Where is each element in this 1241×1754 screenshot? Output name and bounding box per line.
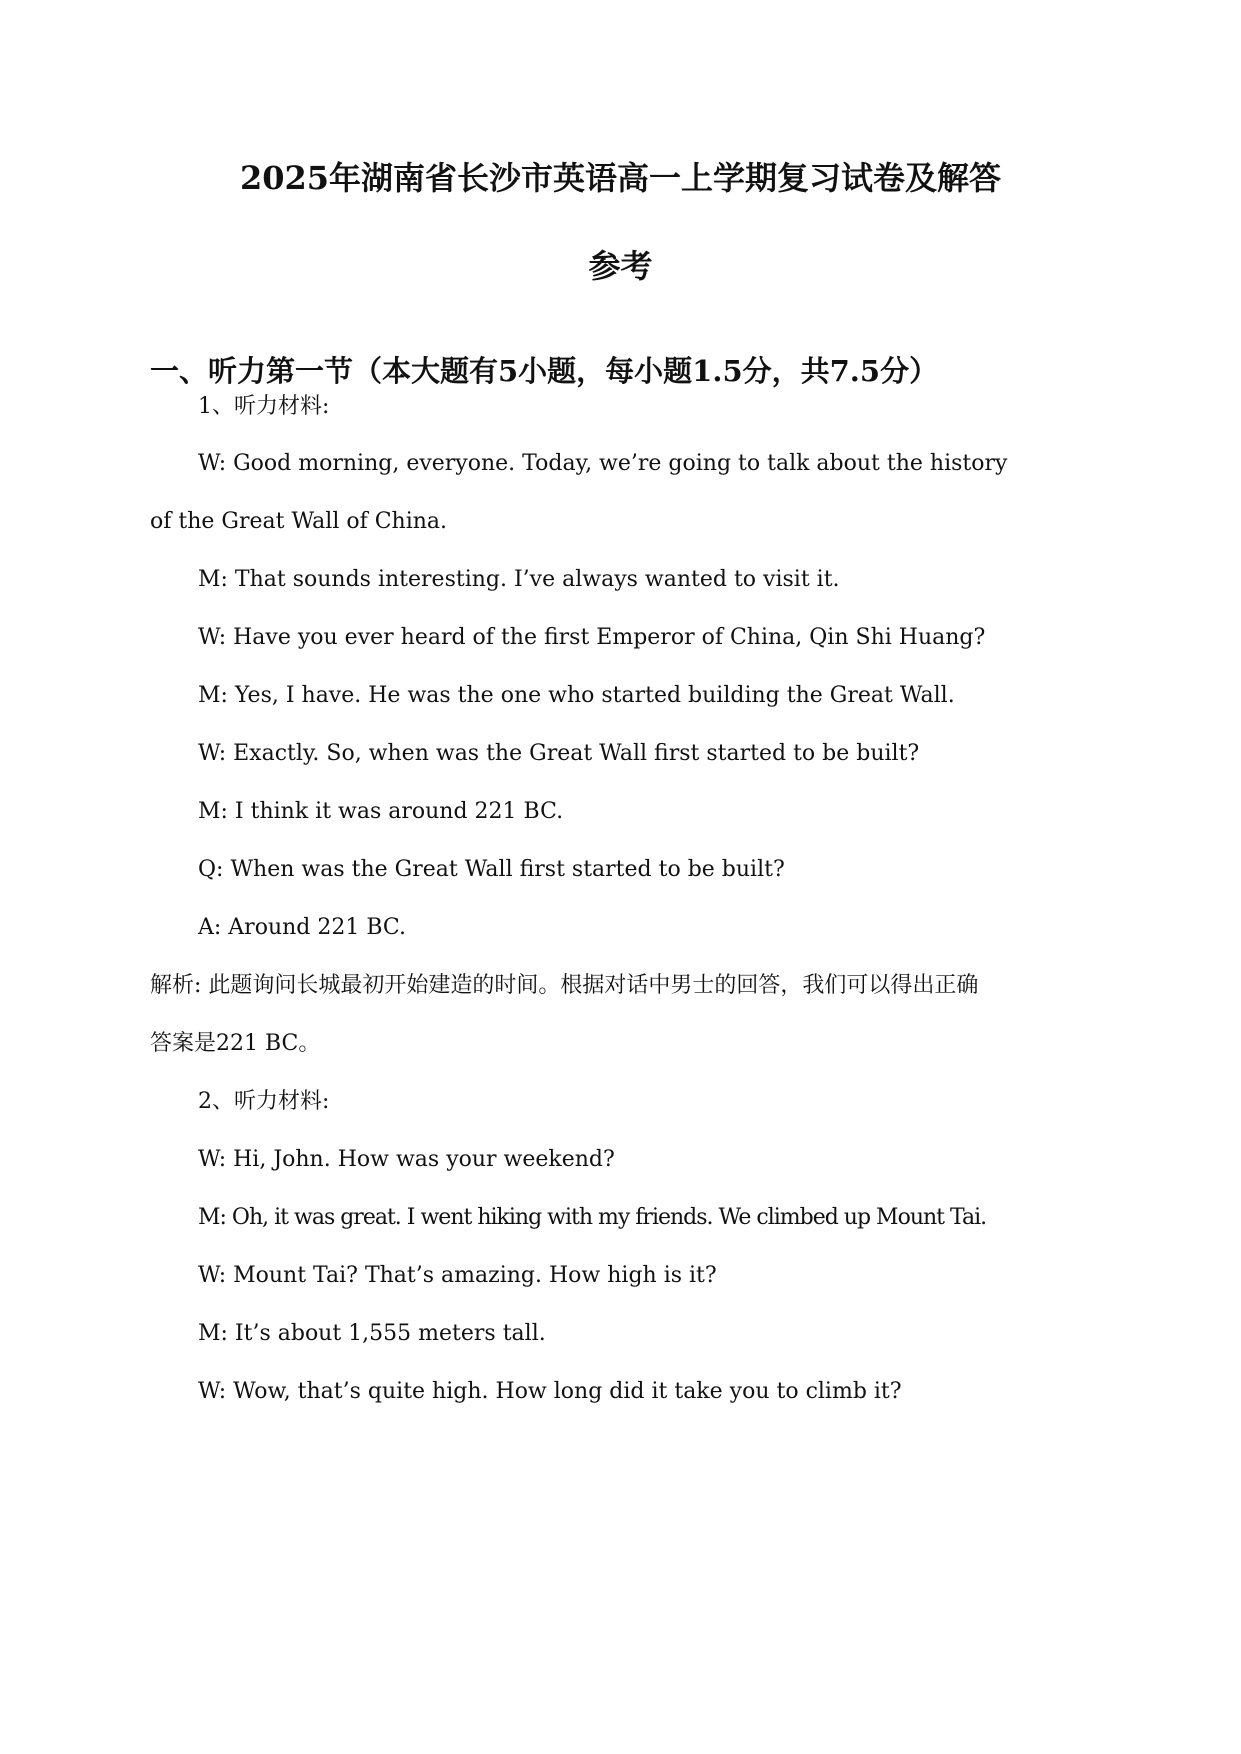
dialogue-line: W: Have you ever heard of the first Emperor of China, Qin Shi Huang? bbox=[198, 625, 986, 650]
document-title: 2025年湖南省长沙市英语高一上学期复习试卷及解答 bbox=[239, 159, 1002, 197]
dialogue-line: W: Mount Tai? That’s amazing. How high is it? bbox=[198, 1263, 717, 1288]
dialogue-line: M: It’s about 1,555 meters tall. bbox=[198, 1321, 546, 1346]
question-2-label: 2、听力材料: bbox=[198, 1089, 330, 1114]
dialogue-line: M: Oh, it was great. I went hiking with my friends. We climbed up Mount Tai. bbox=[198, 1205, 987, 1230]
dialogue-line: W: Hi, John. How was your weekend? bbox=[198, 1147, 615, 1172]
analysis-text: 解析: 此题询问长城最初开始建造的时间。根据对话中男士的回答，我们可以得出正确 bbox=[150, 973, 979, 998]
dialogue-line: W: Wow, that’s quite high. How long did it take you to climb it? bbox=[198, 1379, 902, 1404]
dialogue-line-continued: of the Great Wall of China. bbox=[150, 509, 448, 534]
question-1-label: 1、听力材料: bbox=[198, 394, 330, 419]
analysis-text-continued: 答案是221 BC。 bbox=[150, 1031, 321, 1056]
section-heading-listening-part1: 一、听力第一节（本大题有5小题，每小题1.5分，共7.5分） bbox=[150, 354, 939, 388]
question-text: Q: When was the Great Wall first started to be built? bbox=[198, 857, 785, 882]
dialogue-line: W: Exactly. So, when was the Great Wall first started to be built? bbox=[198, 741, 920, 766]
dialogue-line: M: I think it was around 221 BC. bbox=[198, 799, 564, 824]
document-title-continued: 参考 bbox=[588, 247, 653, 285]
dialogue-line: M: That sounds interesting. I’ve always wanted to visit it. bbox=[198, 567, 840, 592]
dialogue-line: W: Good morning, everyone. Today, we’re going to talk about the history bbox=[198, 451, 1008, 476]
dialogue-line: M: Yes, I have. He was the one who started building the Great Wall. bbox=[198, 683, 955, 708]
answer-text: A: Around 221 BC. bbox=[198, 915, 406, 940]
